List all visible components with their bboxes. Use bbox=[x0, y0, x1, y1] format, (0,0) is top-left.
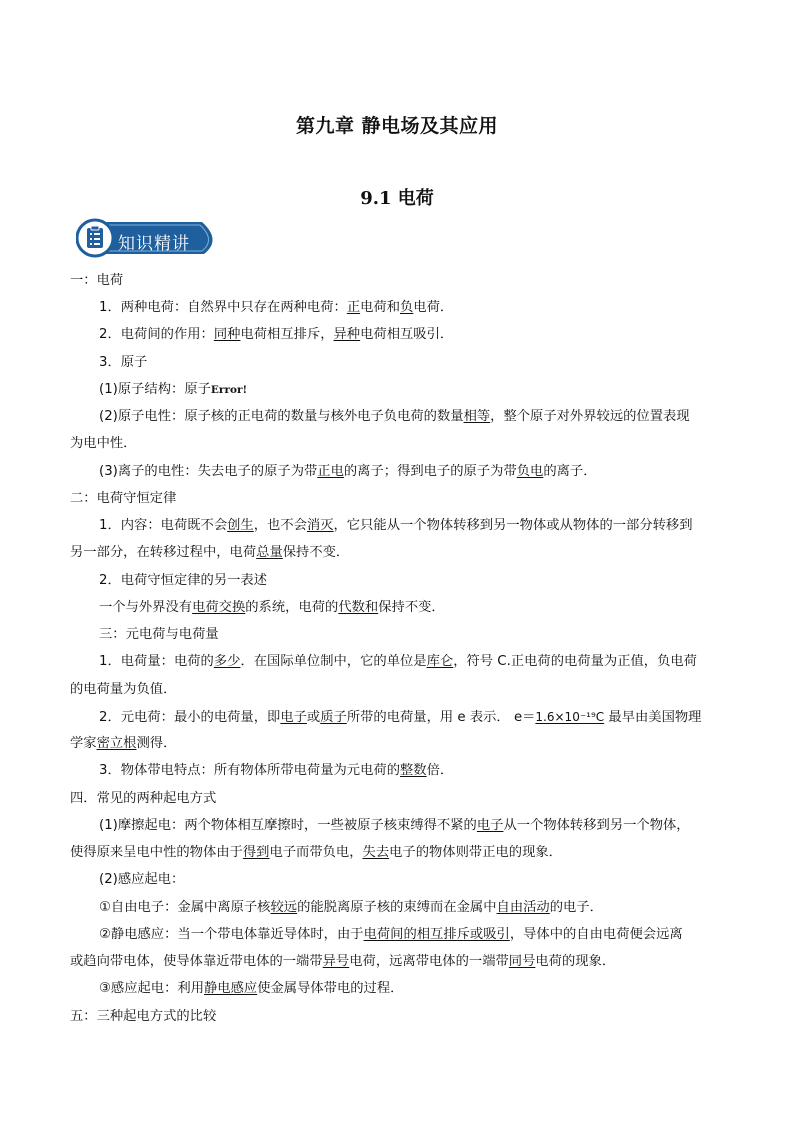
section-4-heading: 四．常见的两种起电方式 bbox=[70, 791, 217, 806]
s3-item-2-cont: 学家密立根测得． bbox=[70, 736, 177, 751]
s3-item-1: 1．电荷量：电荷的多少．在国际单位制中，它的单位是库仑，符号 C.正电荷的电荷量为正值，负电荷 bbox=[99, 654, 697, 669]
badge-label: 知识精讲 bbox=[118, 234, 190, 254]
s4-item-2: (2)感应起电： bbox=[99, 872, 185, 887]
s1-item-3: 3．原子 bbox=[99, 355, 148, 370]
s1-item-1: 1．两种电荷：自然界中只存在两种电荷：正电荷和负电荷． bbox=[99, 300, 454, 315]
s3-item-1-cont: 的电荷量为负值． bbox=[70, 682, 177, 697]
s3-item-2: 2．元电荷：最小的电荷量，即电子或质子所带的电荷量，用 e 表示． e＝1.6×10⁻¹⁹C 最早由美国物理 bbox=[99, 710, 702, 725]
s4-item-2-1: ①自由电子：金属中离原子核较远的能脱离原子核的束缚而在金属中自由活动的电子． bbox=[99, 900, 603, 915]
s4-item-2-3: ③感应起电：利用静电感应使金属导体带电的过程． bbox=[99, 981, 404, 996]
section-3-heading: 三：元电荷与电荷量 bbox=[99, 627, 219, 642]
s2-item-1-cont: 另一部分，在转移过程中，电荷总量保持不变． bbox=[70, 545, 350, 560]
s2-item-2: 2．电荷守恒定律的另一表述 bbox=[99, 573, 268, 588]
s4-item-1: (1)摩擦起电：两个物体相互摩擦时，一些被原子核束缚得不紧的电子从一个物体转移到另一个物体， bbox=[99, 818, 690, 833]
s1-item-3-2-cont: 为电中性． bbox=[70, 436, 137, 451]
s3-item-3: 3．物体带电特点：所有物体所带电荷量为元电荷的整数倍． bbox=[99, 763, 454, 778]
section-5-heading: 五：三种起电方式的比较 bbox=[70, 1009, 217, 1024]
s1-item-3-1: (1)原子结构：原子Error! bbox=[99, 382, 248, 397]
s1-item-3-2: (2)原子电性：原子核的正电荷的数量与核外电子负电荷的数量相等，整个原子对外界较远的位置表现 bbox=[99, 409, 690, 424]
section-title: 9.1 电荷 bbox=[360, 188, 434, 209]
s2-item-1: 1．内容：电荷既不会创生，也不会消灭，它只能从一个物体转移到另一物体或从物体的一部分转移到 bbox=[99, 518, 693, 533]
clipboard-icon bbox=[87, 226, 103, 248]
s2-item-2-body: 一个与外界没有电荷交换的系统，电荷的代数和保持不变． bbox=[99, 600, 445, 615]
s4-item-1-cont: 使得原来呈电中性的物体由于得到电子而带负电，失去电子的物体则带正电的现象． bbox=[70, 845, 562, 860]
s1-item-2: 2．电荷间的作用：同种电荷相互排斥，异种电荷相互吸引． bbox=[99, 327, 454, 342]
s4-item-2-2-cont: 或趋向带电体，使导体靠近带电体的一端带异号电荷，远离带电体的一端带同号电荷的现象． bbox=[70, 954, 616, 969]
s1-item-3-3: (3)离子的电性：失去电子的原子为带正电的离子；得到电子的原子为带负电的离子． bbox=[99, 464, 597, 479]
section-1-heading: 一：电荷 bbox=[70, 273, 124, 288]
s4-item-2-2: ②静电感应：当一个带电体靠近导体时，由于电荷间的相互排斥或吸引，导体中的自由电荷便会远离 bbox=[99, 927, 683, 942]
knowledge-badge bbox=[76, 216, 222, 260]
section-2-heading: 二：电荷守恒定律 bbox=[70, 491, 177, 506]
chapter-title: 第九章 静电场及其应用 bbox=[295, 115, 499, 137]
